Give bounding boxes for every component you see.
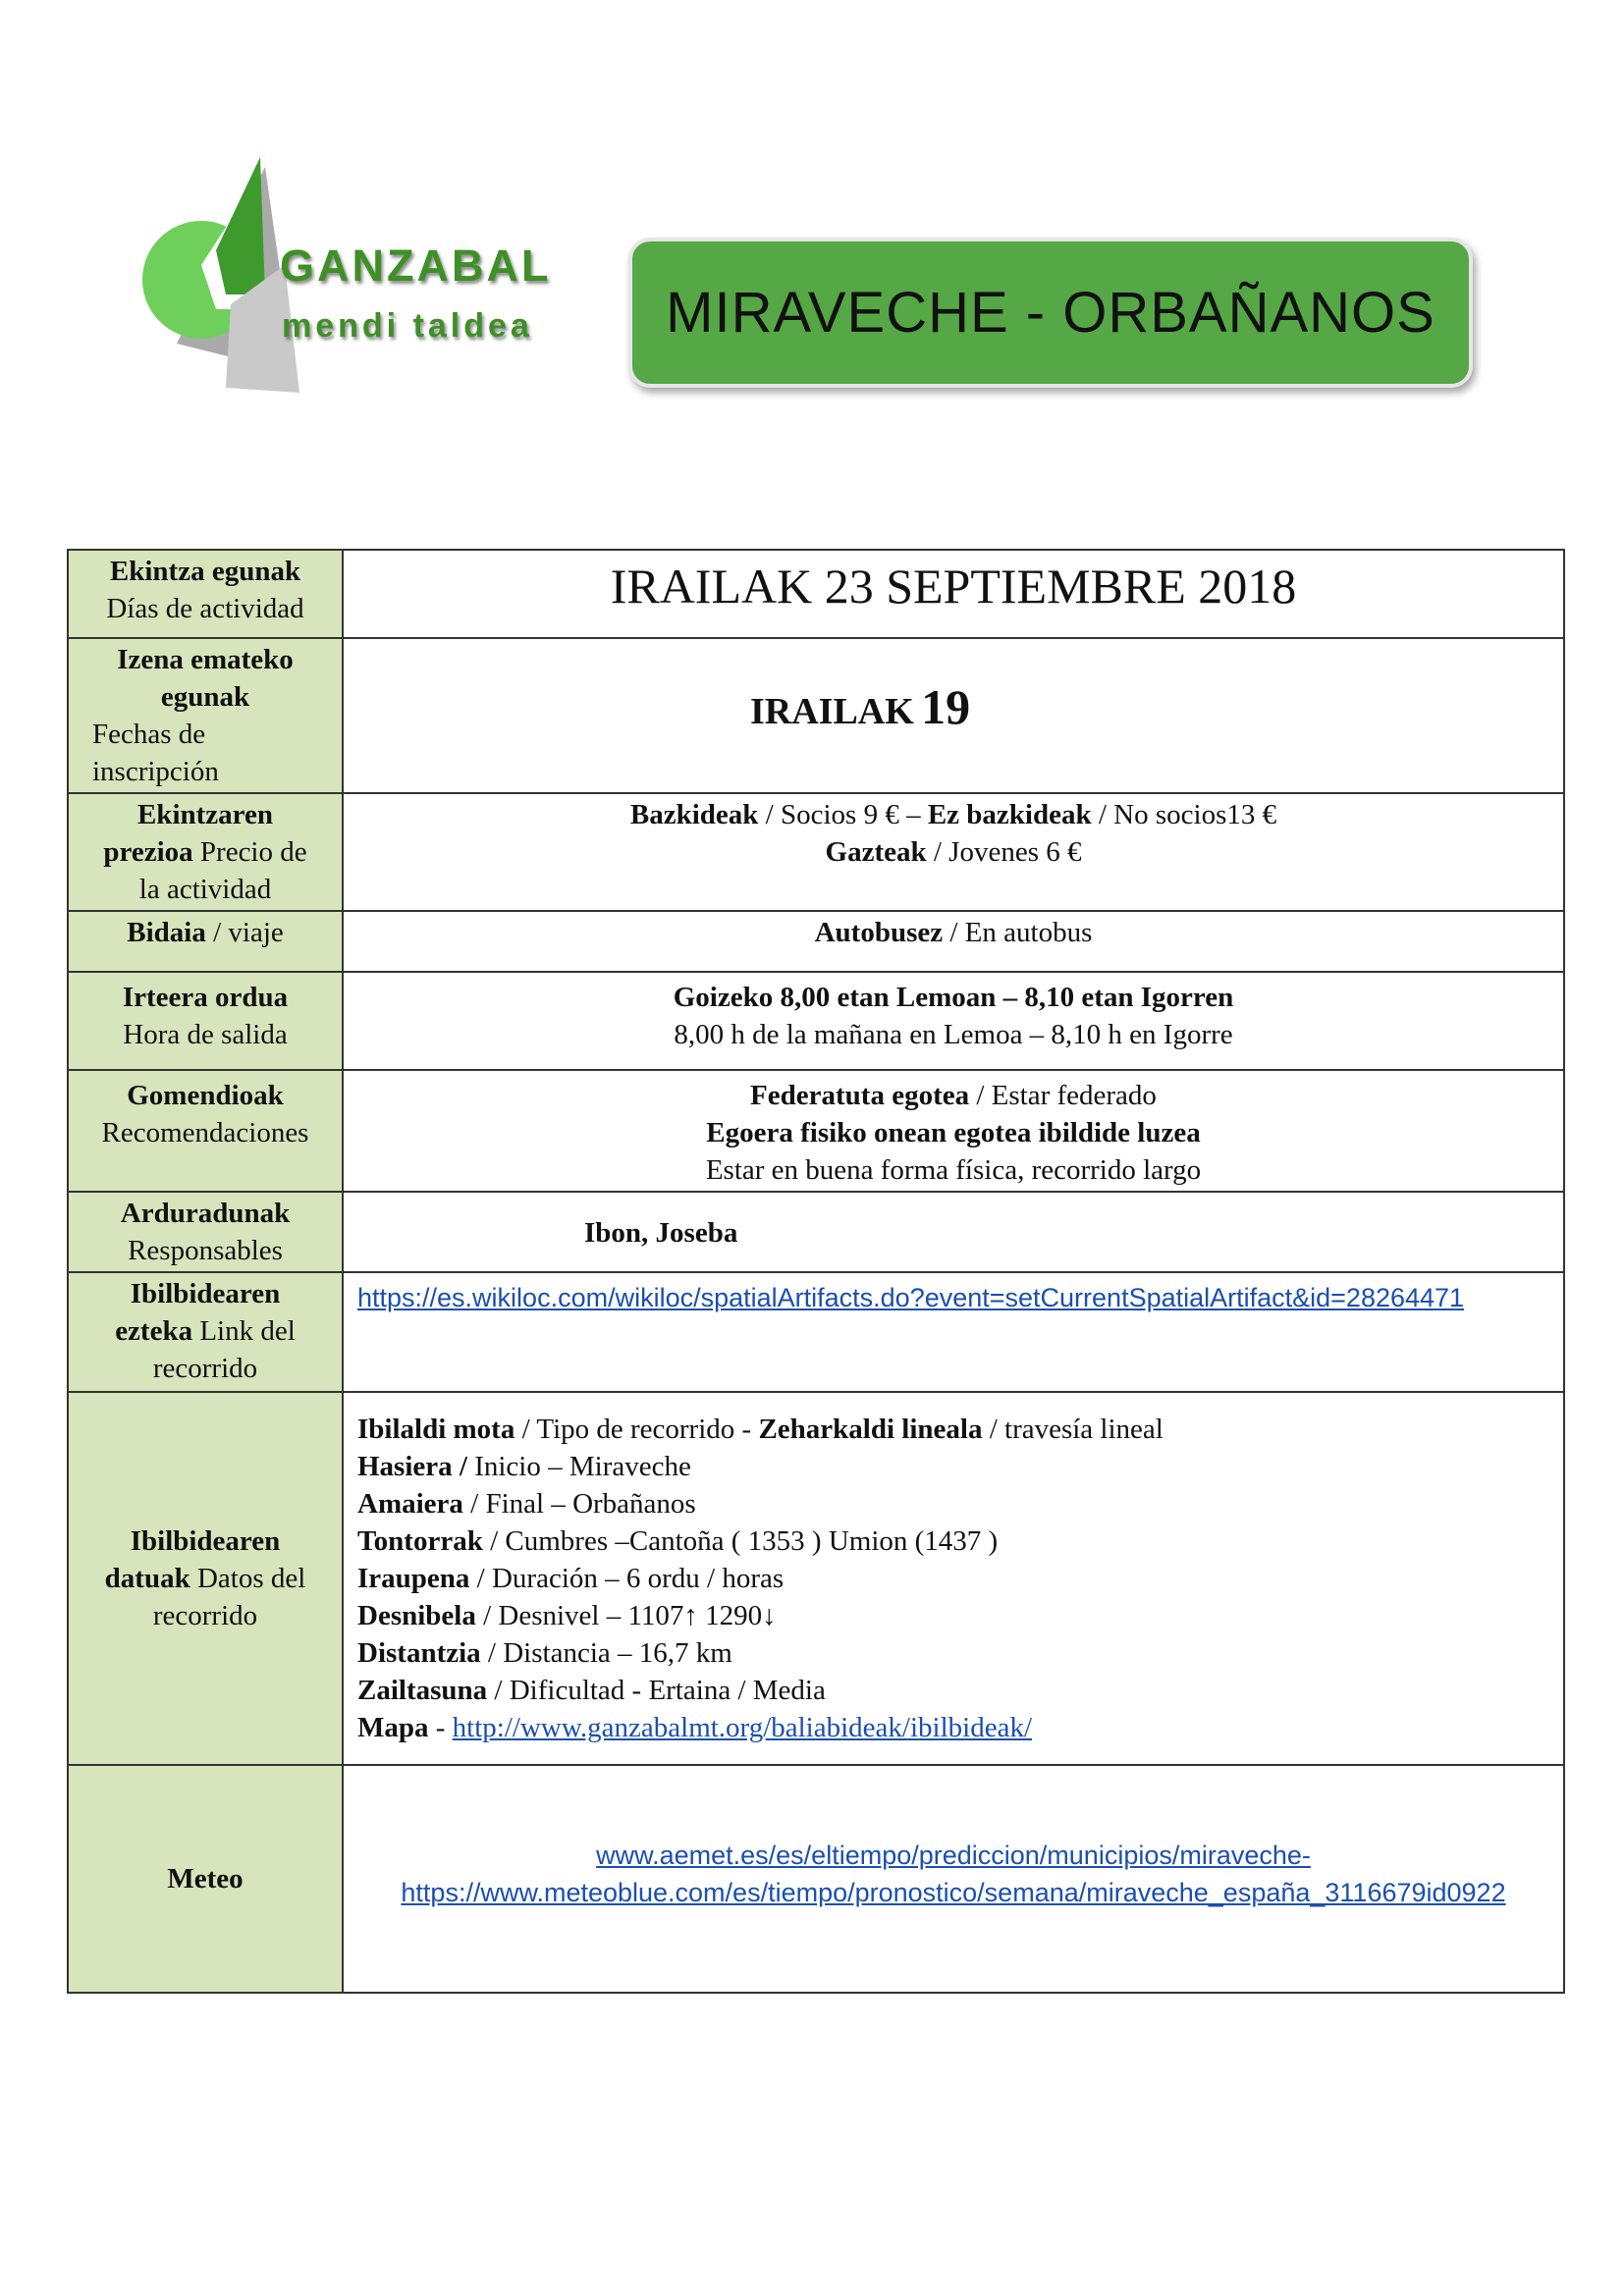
logo-name: GANZABAL xyxy=(280,240,552,291)
aemet-link[interactable]: www.aemet.es/es/eltiempo/prediccion/municipios/miraveche- xyxy=(596,1841,1311,1870)
trip-mode: Autobusez xyxy=(814,917,944,948)
label-es: Link del xyxy=(192,1315,296,1347)
weather-label: Meteo xyxy=(167,1863,244,1895)
table-row xyxy=(68,1272,1564,1392)
table-row xyxy=(68,1192,1564,1272)
label-eu: datuak xyxy=(104,1563,190,1594)
label-es: Responsables xyxy=(128,1235,283,1266)
row-label xyxy=(68,972,343,1070)
route-end: Amaiera / Final – Orbañanos xyxy=(357,1488,696,1520)
responsible-names: Ibon, Joseba xyxy=(584,1217,738,1249)
row-value xyxy=(343,793,1564,911)
label-es: recorrido xyxy=(152,1600,258,1631)
table-row xyxy=(68,638,1564,793)
price-members: Bazkideak / Socios 9 € – Ez bazkideak / No socios13 € xyxy=(629,799,1277,830)
recommendation-fitness: Egoera fisiko onean egotea ibildide luzea xyxy=(706,1117,1201,1148)
label-es: Recomendaciones xyxy=(101,1117,309,1148)
label-es: la actividad xyxy=(138,874,272,905)
label-eu: Bidaia xyxy=(127,917,206,948)
label-es: Días de actividad xyxy=(106,593,304,624)
label-es: recorrido xyxy=(152,1353,258,1384)
row-label xyxy=(68,1272,343,1392)
label-es: / viaje xyxy=(205,917,284,948)
label-es: Datos del xyxy=(189,1563,306,1594)
table-row xyxy=(68,972,1564,1070)
price-youth: Gazteak / Jovenes 6 € xyxy=(825,836,1082,868)
row-label xyxy=(68,1392,343,1765)
row-label xyxy=(68,550,343,638)
row-label xyxy=(68,911,343,972)
departure-eu: Goizeko 8,00 etan Lemoan – 8,10 etan Igorren xyxy=(673,982,1234,1013)
row-value xyxy=(343,972,1564,1070)
label-eu: Gomendioak xyxy=(127,1080,284,1111)
table-row xyxy=(68,550,1564,638)
route-duration: Iraupena / Duración – 6 ordu / horas xyxy=(357,1563,785,1594)
logo-subtitle: mendi taldea xyxy=(282,307,533,345)
route-peaks: Tontorrak / Cumbres –Cantoña ( 1353 ) Umion (1437 ) xyxy=(357,1525,999,1557)
activity-table xyxy=(67,549,1565,1994)
row-value xyxy=(343,911,1564,972)
label-eu: Arduradunak xyxy=(120,1198,291,1229)
row-value xyxy=(343,1392,1564,1765)
label-es: inscripción xyxy=(92,756,219,787)
table-row xyxy=(68,1070,1564,1192)
map-link[interactable]: http://www.ganzabalmt.org/baliabideak/ibilbideak/ xyxy=(452,1712,1032,1743)
route-difficulty: Zailtasuna / Dificultad - Ertaina / Media xyxy=(357,1675,826,1706)
label-eu: Ekintzaren xyxy=(136,799,274,830)
table-row xyxy=(68,1765,1564,1993)
registration-day: 19 xyxy=(921,679,971,734)
route-start: Hasiera / Inicio – Miraveche xyxy=(357,1451,691,1482)
activity-date: IRAILAK 23 SEPTIEMBRE 2018 xyxy=(610,559,1297,614)
row-label xyxy=(68,638,343,793)
route-elevation: Desnibela / Desnivel – 1107↑ 1290↓ xyxy=(357,1600,777,1631)
label-es: Hora de salida xyxy=(123,1019,288,1050)
route-type: Ibilaldi mota / Tipo de recorrido - Zeharkaldi lineala / travesía lineal xyxy=(357,1414,1164,1445)
table-row xyxy=(68,793,1564,911)
row-value xyxy=(343,1765,1564,1993)
label-eu: Irteera ordua xyxy=(122,982,289,1013)
label-eu: prezioa xyxy=(103,836,193,868)
recommendation-fitness-es: Estar en buena forma física, recorrido largo xyxy=(705,1154,1202,1186)
label-eu: Ibilbidearen xyxy=(130,1525,281,1557)
page-title: MIRAVECHE - ORBAÑANOS xyxy=(666,281,1435,345)
row-label xyxy=(68,1765,343,1993)
row-value xyxy=(343,638,1564,793)
label-eu: Izena emateko xyxy=(117,644,294,675)
row-value xyxy=(343,550,1564,638)
table-row xyxy=(68,911,1564,972)
table-row xyxy=(68,1392,1564,1765)
departure-es: 8,00 h de la mañana en Lemoa – 8,10 h en Igorre xyxy=(674,1019,1233,1050)
meteoblue-link[interactable]: https://www.meteoblue.com/es/tiempo/pronostico/semana/miraveche_españa_3116679id0922 xyxy=(401,1878,1506,1907)
row-label xyxy=(68,1070,343,1192)
label-es: Precio de xyxy=(199,836,307,868)
trip-mode-es: / En autobus xyxy=(943,917,1093,948)
title-banner xyxy=(628,238,1473,388)
label-eu: Ekintza egunak xyxy=(109,556,301,587)
wikiloc-link[interactable]: https://es.wikiloc.com/wikiloc/spatialArtifacts.do?event=setCurrentSpatialArtifact&id=28264471 xyxy=(357,1283,1465,1312)
label-eu: Ibilbidearen xyxy=(130,1278,281,1309)
recommendation-federated: Federatuta egotea / Estar federado xyxy=(750,1080,1157,1111)
label-eu: egunak xyxy=(160,681,250,713)
route-distance: Distantzia / Distancia – 16,7 km xyxy=(357,1637,732,1669)
label-es: Fechas de xyxy=(92,719,206,750)
row-value xyxy=(343,1192,1564,1272)
row-label xyxy=(68,1192,343,1272)
registration-label: IRAILAK xyxy=(750,691,914,732)
row-label xyxy=(68,793,343,911)
route-map: Mapa - http://www.ganzabalmt.org/baliabideak/ibilbideak/ xyxy=(357,1712,1032,1743)
row-value xyxy=(343,1272,1564,1392)
row-value xyxy=(343,1070,1564,1192)
club-logo xyxy=(128,147,550,393)
label-eu: ezteka xyxy=(115,1315,193,1347)
